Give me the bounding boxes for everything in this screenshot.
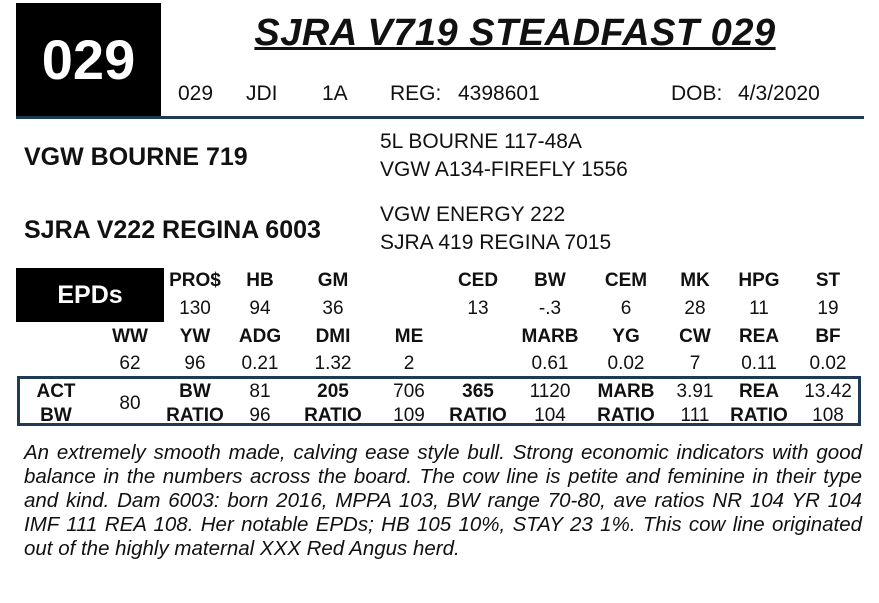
epd-value-adg: 0.21 (241, 353, 279, 374)
sire-dam-name: VGW A134-FIREFLY 1556 (380, 158, 628, 181)
yw-ratio-label: RATIO (449, 405, 507, 426)
yw-days: 365 (462, 381, 494, 402)
reg-code: 1A (322, 82, 348, 105)
epd-label-mk: MK (680, 270, 710, 291)
yw-weight: 706 (393, 381, 425, 402)
epd-label-ced: CED (457, 270, 499, 291)
dam-sire-name: VGW ENERGY 222 (380, 203, 566, 226)
epd-label-gm: GM (317, 270, 349, 291)
epd-value-st: 19 (817, 298, 839, 319)
epd-label-hb: HB (246, 270, 274, 291)
epd-value-marb: 0.61 (531, 353, 569, 374)
epd-label-rea: REA (738, 326, 780, 347)
epd-label-ww: WW (112, 326, 148, 347)
epd-value-bw: -.3 (538, 298, 562, 319)
rea-ratio-label: RATIO (730, 405, 788, 426)
bw-ratio-label: RATIO (166, 405, 224, 426)
epd-value-hb: 94 (249, 298, 271, 319)
lot-number: 029 (41, 28, 136, 91)
reg-number: 4398601 (458, 82, 540, 105)
epd-value-dmi: 1.32 (314, 353, 352, 374)
epd-value-me: 2 (403, 353, 415, 374)
sire-name: VGW BOURNE 719 (24, 143, 248, 171)
epds-tab (16, 268, 164, 322)
dam-name: SJRA V222 REGINA 6003 (24, 216, 321, 244)
marb-ratio-label: RATIO (597, 405, 655, 426)
bw-actual: 81 (249, 381, 271, 402)
epd-label-marb: MARB (521, 326, 579, 347)
yw-final: 1120 (529, 381, 571, 402)
ww-ratio-label: RATIO (304, 405, 362, 426)
epd-value-cem: 6 (620, 298, 632, 319)
reg-herd: JDI (246, 82, 278, 105)
rea-value: 13.42 (804, 381, 852, 402)
epds-tab-label: EPDs (57, 280, 123, 309)
animal-name-title: SJRA V719 STEADFAST 029 (254, 12, 776, 54)
epd-label-cem: CEM (604, 270, 648, 291)
header-divider (16, 116, 864, 119)
dob-label: DOB: (671, 82, 723, 105)
epd-label-bf: BF (815, 326, 841, 347)
epd-label-dmi: DMI (315, 326, 351, 347)
reg-tag: 029 (178, 82, 214, 105)
epd-value-pro: 130 (179, 298, 211, 319)
epd-label-st: ST (815, 270, 841, 291)
description-paragraph: An extremely smooth made, calving ease style bull. Strong economic indicators with good balance in the numbers across the board. The cow line is petite and feminine in their type and kind. Dam 6003: born 2016, MPPA 103, BW range 70-80, ave ratios NR 104 YR 104 IMF 111 REA 108. Her notable EPDs; HB 105 10%, STAY 23 1%. This cow line originated out of the highly maternal XXX Red Angus herd. (24, 441, 862, 560)
epd-value-gm: 36 (322, 298, 344, 319)
epd-label-pro: PRO$ (169, 270, 221, 291)
epd-label-yg: YG (612, 326, 640, 347)
act-label: ACT (36, 381, 76, 402)
dob-value: 4/3/2020 (738, 82, 820, 105)
epd-value-cw: 7 (689, 353, 701, 374)
ww-ratio: 109 (393, 405, 425, 426)
act-bw-label: BW (40, 405, 72, 426)
epd-label-cw: CW (679, 326, 711, 347)
ww-actual: 205 (317, 381, 349, 402)
epd-label-adg: ADG (238, 326, 282, 347)
epd-label-me: ME (394, 326, 424, 347)
marb-ratio: 111 (680, 405, 710, 426)
rea-label: REA (738, 381, 780, 402)
rea-ratio: 108 (812, 405, 844, 426)
reg-label: REG: (390, 82, 442, 105)
sire-sire-name: 5L BOURNE 117-48A (380, 130, 582, 153)
epd-label-hpg: HPG (738, 270, 780, 291)
epd-label-yw: YW (179, 326, 211, 347)
epd-value-hpg: 11 (749, 298, 769, 319)
epd-value-ww: 62 (119, 353, 141, 374)
lot-number-badge (16, 3, 161, 116)
bw-ratio: 96 (249, 405, 271, 426)
act-bw-value: 80 (119, 393, 141, 414)
epd-value-mk: 28 (684, 298, 706, 319)
epd-value-rea: 0.11 (741, 353, 777, 374)
epd-label-bw: BW (534, 270, 566, 291)
yw-ratio: 104 (534, 405, 566, 426)
marb-value: 3.91 (676, 381, 714, 402)
epd-value-yg: 0.02 (607, 353, 645, 374)
epd-value-bf: 0.02 (809, 353, 847, 374)
bw-label: BW (179, 381, 211, 402)
dam-dam-name: SJRA 419 REGINA 7015 (380, 231, 612, 254)
epd-value-ced: 13 (467, 298, 489, 319)
marb-label: MARB (597, 381, 655, 402)
epd-value-yw: 96 (184, 353, 206, 374)
